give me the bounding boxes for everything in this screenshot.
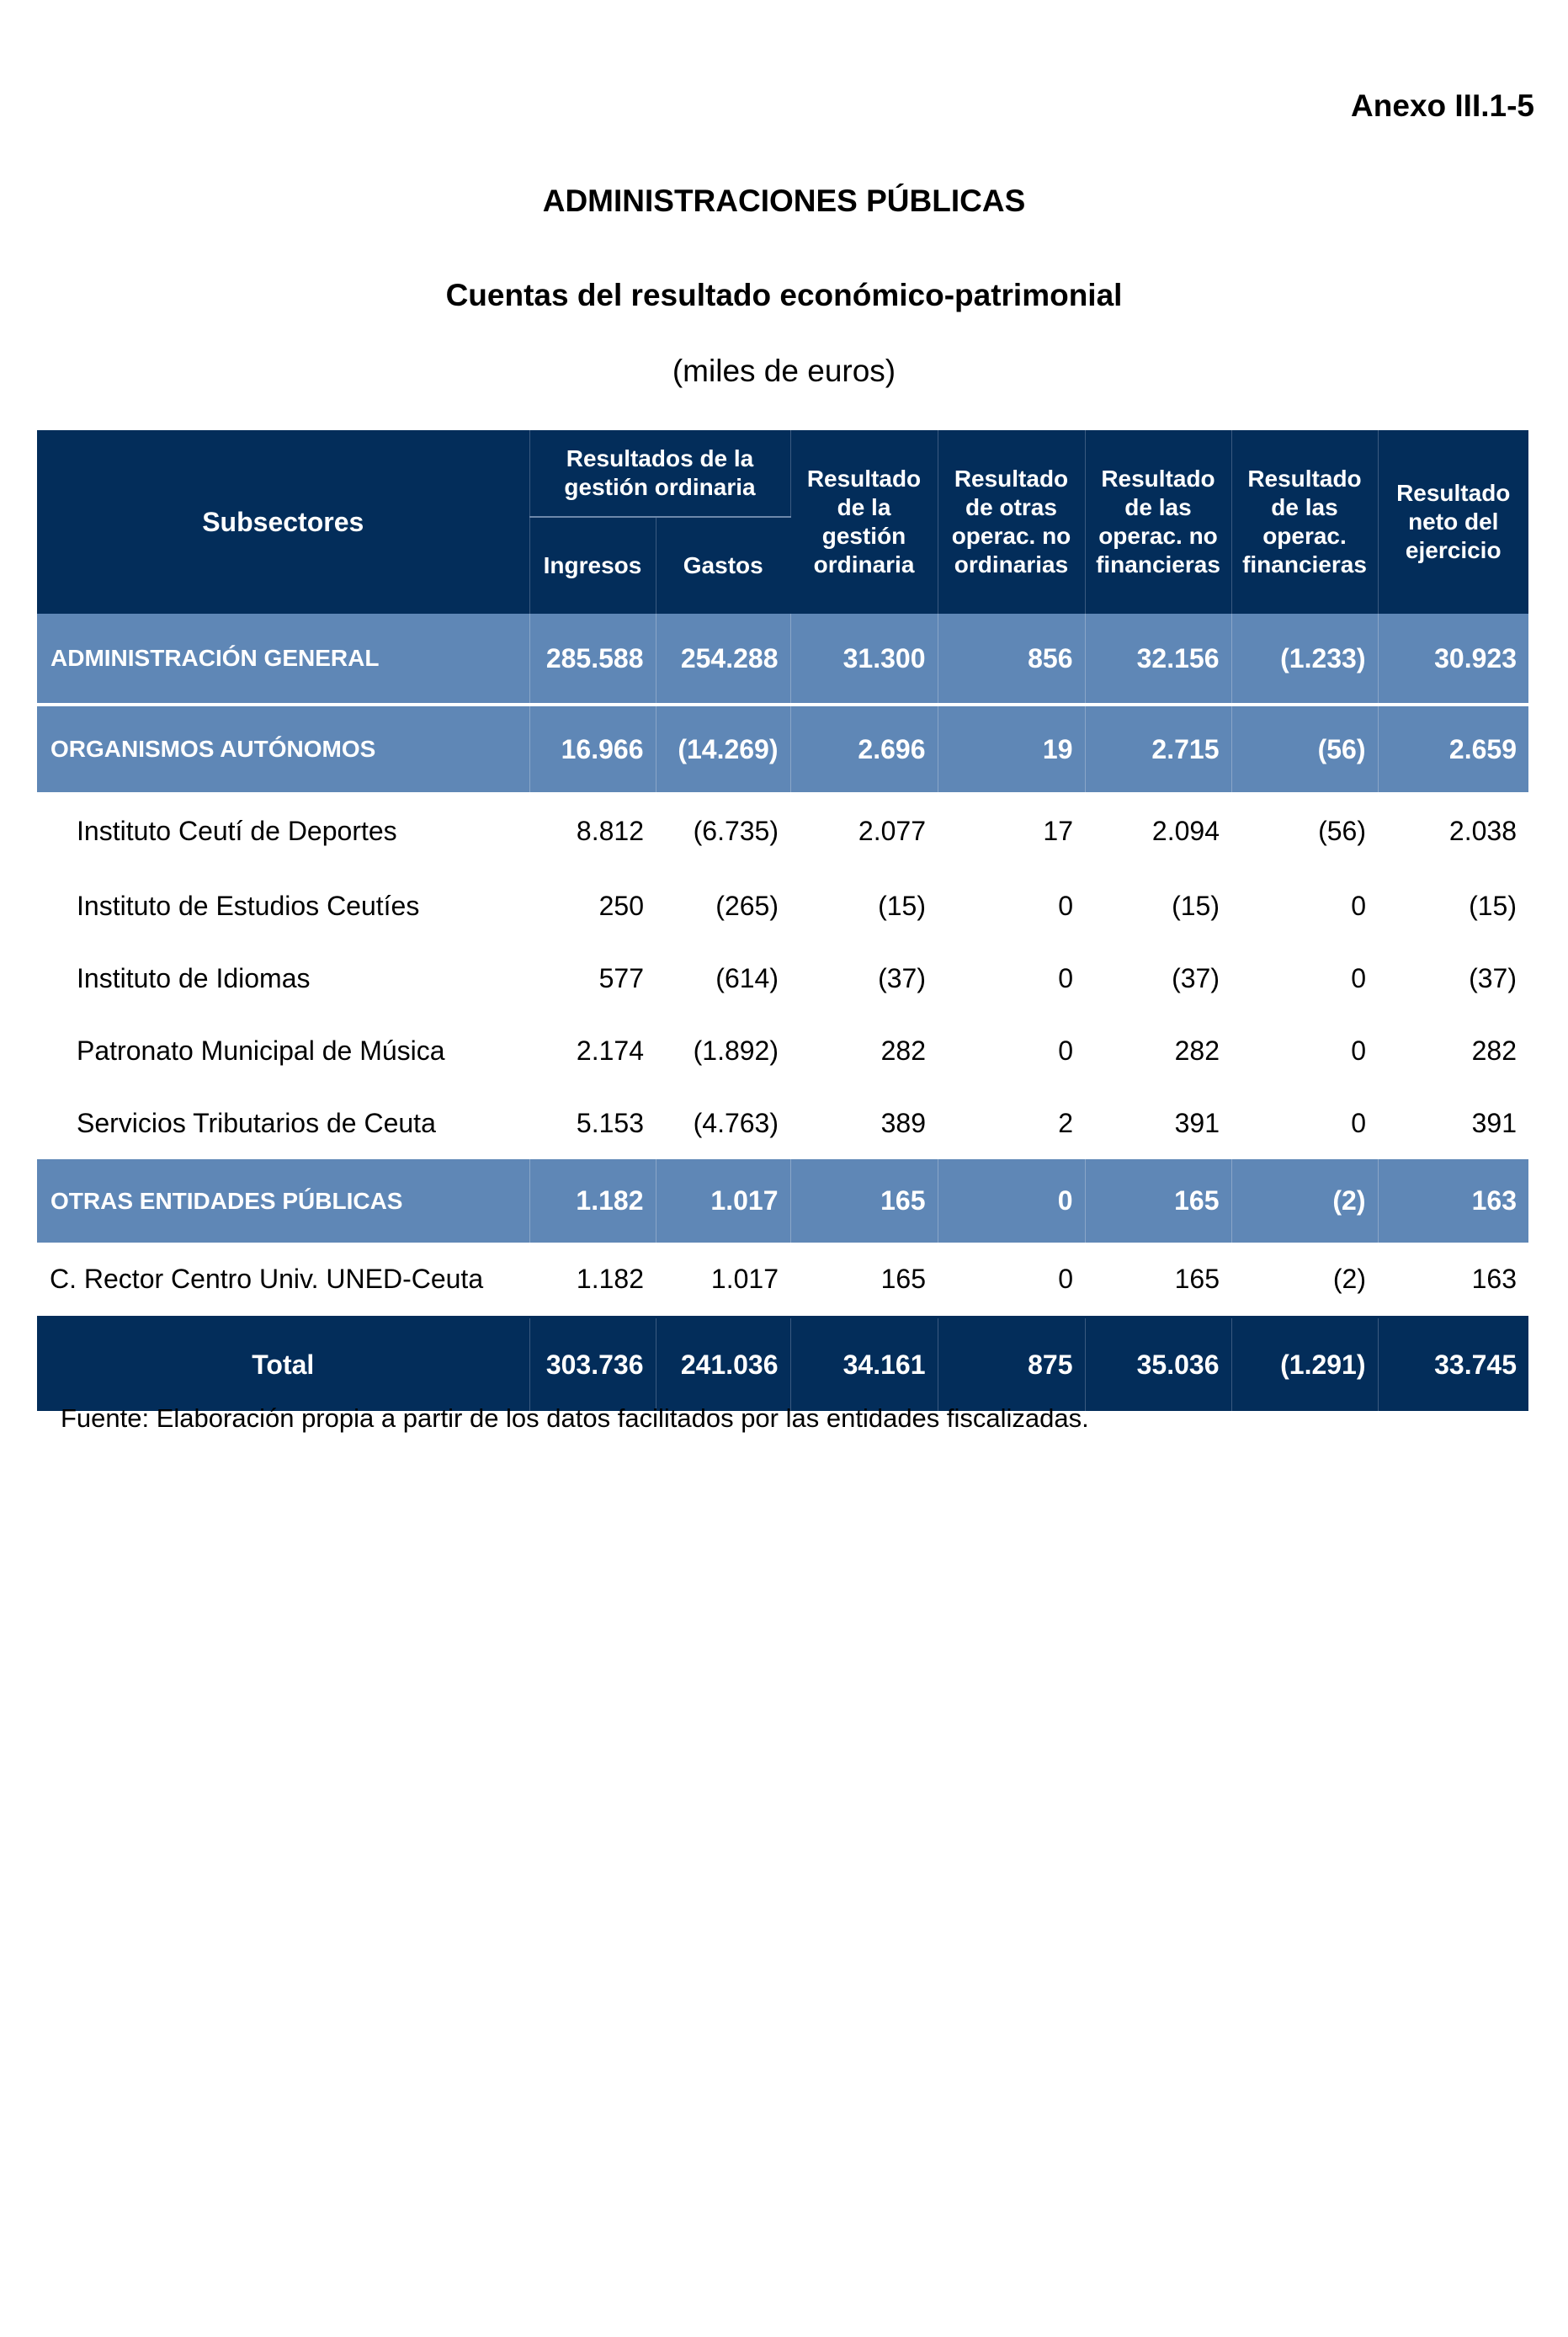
cell-financieras: 0 [1351, 890, 1366, 921]
table-row-administracion-general [37, 614, 1528, 705]
table-header-row [37, 430, 1528, 517]
cell-ingresos: 16.966 [529, 705, 656, 792]
cell-otras-operac: 0 [938, 1159, 1085, 1243]
cell-neto: 163 [1378, 1159, 1528, 1243]
table-row [37, 870, 1528, 942]
cell-no-financieras: 32.156 [1085, 614, 1231, 705]
cell-gastos: (4.763) [693, 1107, 779, 1138]
cell-otras-operac: 0 [938, 1243, 1085, 1318]
table-row [37, 1243, 1528, 1318]
cell-no-financieras: (15) [1172, 890, 1220, 921]
cell-otras-operac: 2 [1058, 1107, 1073, 1138]
cell-no-financieras: 165 [1085, 1243, 1231, 1318]
cell-ingresos: 2.174 [576, 1035, 644, 1066]
table-row-total [37, 1318, 1528, 1412]
row-name: Patronato Municipal de Música [77, 1035, 445, 1066]
annex-label: Anexo III.1-5 [1351, 88, 1534, 123]
table-row-otras-entidades-publicas [37, 1159, 1528, 1243]
cell-neto: 163 [1378, 1243, 1528, 1318]
cell-gastos: 254.288 [656, 614, 790, 705]
cell-financieras: 0 [1351, 1035, 1366, 1066]
total-otras-operac: 875 [938, 1318, 1085, 1412]
header-group-line1: Resultados de la [566, 445, 754, 471]
cell-financieras: (2) [1231, 1243, 1378, 1318]
cell-financieras: 0 [1351, 1107, 1366, 1138]
cell-ingresos: 285.588 [529, 614, 656, 705]
cell-neto: 2.659 [1378, 705, 1528, 792]
cell-resultado-gestion: 389 [880, 1107, 926, 1138]
cell-otras-operac: 0 [1058, 1035, 1073, 1066]
total-ingresos: 303.736 [529, 1318, 656, 1412]
header-resultado-operac-no-financieras: Resultado de las operac. no financieras [1085, 430, 1231, 614]
table-row [37, 1087, 1528, 1159]
total-neto: 33.745 [1378, 1318, 1528, 1412]
row-name: C. Rector Centro Univ. UNED-Ceuta [37, 1243, 529, 1318]
results-table [37, 430, 1528, 1411]
cell-neto: (37) [1469, 962, 1517, 993]
cell-no-financieras: 391 [1174, 1107, 1220, 1138]
cell-financieras: (1.233) [1231, 614, 1378, 705]
cell-gastos: (1.892) [693, 1035, 779, 1066]
cell-ingresos: 1.182 [529, 1243, 656, 1318]
row-name: ORGANISMOS AUTÓNOMOS [37, 705, 529, 792]
cell-resultado-gestion: 2.077 [858, 815, 926, 846]
cell-neto: 282 [1471, 1035, 1517, 1066]
total-label: Total [37, 1318, 529, 1412]
cell-gastos: (614) [715, 962, 779, 993]
cell-neto: 30.923 [1378, 614, 1528, 705]
units-label: (miles de euros) [672, 354, 896, 388]
total-gastos: 241.036 [656, 1318, 790, 1412]
row-name: OTRAS ENTIDADES PÚBLICAS [37, 1159, 529, 1243]
page-subtitle: Cuentas del resultado económico-patrimonial [445, 278, 1123, 312]
header-resultado-neto: Resultado neto del ejercicio [1378, 430, 1528, 614]
cell-resultado-gestion: (37) [878, 962, 926, 993]
cell-gastos: (265) [715, 890, 779, 921]
cell-financieras: (56) [1318, 815, 1366, 846]
total-no-financieras: 35.036 [1085, 1318, 1231, 1412]
total-financieras: (1.291) [1231, 1318, 1378, 1412]
cell-gastos: (6.735) [693, 815, 779, 846]
cell-no-financieras: 282 [1174, 1035, 1220, 1066]
cell-ingresos: 8.812 [576, 815, 644, 846]
header-ingresos: Ingresos [529, 517, 656, 614]
row-name: Instituto de Estudios Ceutíes [77, 890, 420, 921]
cell-ingresos: 577 [598, 962, 644, 993]
cell-otras-operac: 0 [1058, 962, 1073, 993]
cell-no-financieras: (37) [1172, 962, 1220, 993]
header-resultado-operac-financieras: Resultado de las operac. financieras [1231, 430, 1378, 614]
cell-resultado-gestion: 165 [790, 1159, 938, 1243]
cell-ingresos: 250 [598, 890, 644, 921]
cell-resultado-gestion: 282 [880, 1035, 926, 1066]
cell-otras-operac: 0 [1058, 890, 1073, 921]
header-gastos: Gastos [656, 517, 790, 614]
header-resultado-gestion-ordinaria: Resultado de la gestión ordinaria [790, 430, 938, 614]
cell-otras-operac: 19 [938, 705, 1085, 792]
table-row-organismos-autonomos [37, 705, 1528, 792]
cell-otras-operac: 17 [1043, 815, 1073, 846]
row-name: Instituto de Idiomas [77, 962, 311, 993]
cell-gastos: (14.269) [656, 705, 790, 792]
header-group-gestion-ordinaria [529, 430, 790, 517]
cell-ingresos: 1.182 [529, 1159, 656, 1243]
total-resultado-gestion: 34.161 [790, 1318, 938, 1412]
cell-neto: (15) [1469, 890, 1517, 921]
row-name: ADMINISTRACIÓN GENERAL [37, 614, 529, 705]
cell-resultado-gestion: 2.696 [790, 705, 938, 792]
cell-gastos: 1.017 [656, 1243, 790, 1318]
header-resultado-otras-operac: Resultado de otras operac. no ordinarias [938, 430, 1085, 614]
cell-resultado-gestion: 165 [790, 1243, 938, 1318]
cell-no-financieras: 165 [1085, 1159, 1231, 1243]
header-group-line2: gestión ordinaria [564, 474, 756, 500]
cell-resultado-gestion: (15) [878, 890, 926, 921]
table-row [37, 942, 1528, 1014]
row-name: Instituto Ceutí de Deportes [77, 815, 397, 846]
row-name: Servicios Tributarios de Ceuta [77, 1107, 436, 1138]
source-note: Fuente: Elaboración propia a partir de los datos facilitados por las entidades fiscalizadas. [61, 1403, 1089, 1433]
cell-no-financieras: 2.094 [1151, 815, 1220, 846]
table-row [37, 1014, 1528, 1087]
header-subsectors: Subsectores [37, 430, 529, 614]
page-title: ADMINISTRACIONES PÚBLICAS [542, 184, 1026, 218]
cell-resultado-gestion: 31.300 [790, 614, 938, 705]
cell-financieras: 0 [1351, 962, 1366, 993]
cell-no-financieras: 2.715 [1085, 705, 1231, 792]
cell-neto: 391 [1471, 1107, 1517, 1138]
cell-financieras: (56) [1231, 705, 1378, 792]
cell-ingresos: 5.153 [576, 1107, 644, 1138]
cell-gastos: 1.017 [656, 1159, 790, 1243]
cell-neto: 2.038 [1448, 815, 1517, 846]
cell-financieras: (2) [1231, 1159, 1378, 1243]
table-row [37, 792, 1528, 870]
cell-otras-operac: 856 [938, 614, 1085, 705]
